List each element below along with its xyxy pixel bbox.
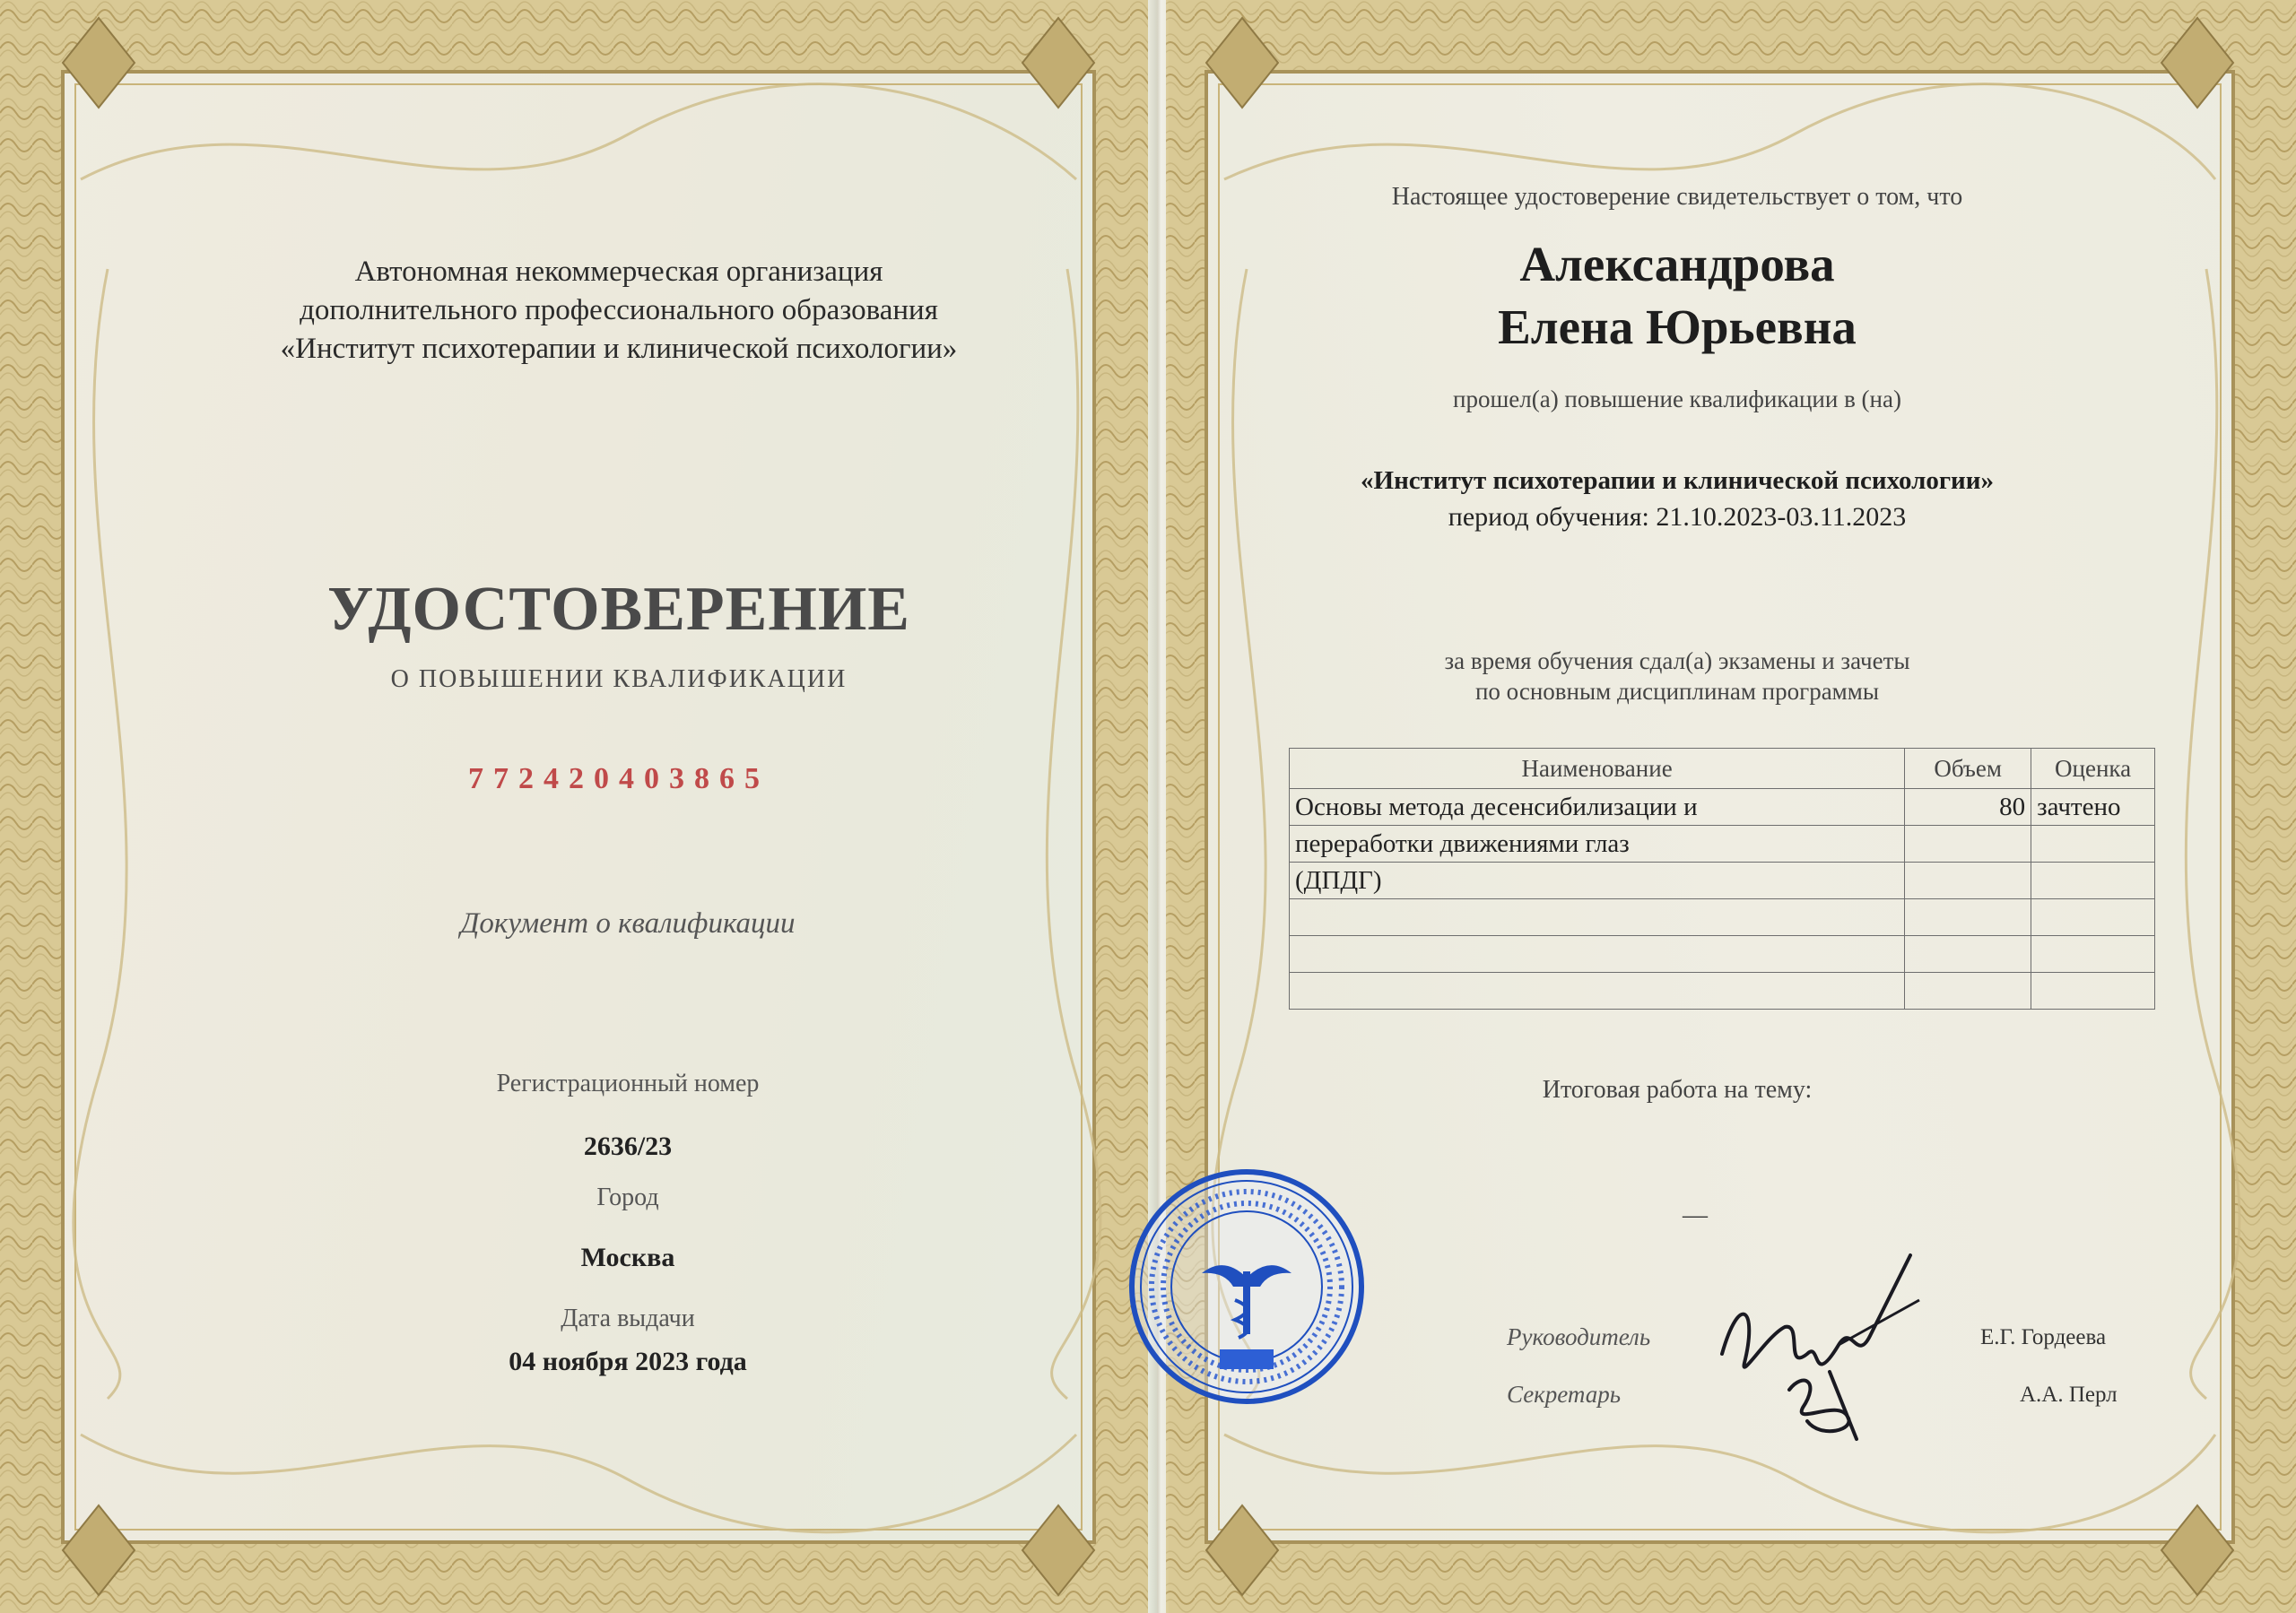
table-row	[1290, 863, 2155, 899]
organization-line: Автономная некоммерческая организация	[354, 256, 883, 288]
organization-name	[126, 253, 1112, 369]
exams-line: по основным дисциплинам программы	[1474, 678, 1879, 705]
qualification-label: Документ о квалификации	[460, 907, 796, 940]
header-volume: Объем	[1905, 749, 2031, 789]
header-name: Наименование	[1290, 749, 1905, 789]
official-stamp	[1126, 1166, 1368, 1408]
table-row	[1290, 899, 2155, 936]
study-period: период обучения: 21.10.2023-03.11.2023	[1448, 502, 1907, 532]
document-subtitle: О ПОВЫШЕНИИ КВАЛИФИКАЦИИ	[390, 665, 848, 693]
intro-text: Настоящее удостоверение свидетельствует о том, что	[1391, 183, 1963, 211]
header-grade: Оценка	[2031, 749, 2155, 789]
signature-role-director: Руководитель	[1507, 1323, 1651, 1350]
holder-surname: Александрова	[1519, 237, 1835, 291]
subject-line	[1290, 826, 1905, 863]
document-title: УДОСТОВЕРЕНИЕ	[327, 575, 910, 644]
issue-date-label: Дата выдачи	[561, 1305, 695, 1332]
holder-given-names: Елена Юрьевна	[1498, 299, 1857, 354]
subject-line	[1290, 863, 1905, 899]
holder-name	[1345, 233, 2009, 359]
city-label: Город	[596, 1184, 659, 1211]
volume-cell	[1905, 789, 2031, 826]
subject-line-text: переработки движениями глаз	[1295, 829, 1630, 858]
handwritten-signature	[1704, 1237, 1973, 1453]
signature-name-secretary: А.А. Перл	[2020, 1383, 2118, 1407]
organization-line: дополнительного профессионального образования	[300, 294, 938, 326]
table-row	[1290, 789, 2155, 826]
table-row	[1290, 826, 2155, 863]
passed-text: прошел(а) повышение квалификации в (на)	[1453, 386, 1901, 412]
table-row	[1290, 973, 2155, 1010]
institution-name: «Институт психотерапии и клинической психологии»	[1361, 466, 1994, 495]
exams-text	[1345, 646, 2009, 707]
signature-name-director: Е.Г. Гордеева	[1980, 1325, 2107, 1349]
city-value: Москва	[580, 1243, 675, 1272]
subject-line-text: Основы метода десенсибилизации и	[1295, 793, 1698, 821]
grade-value: зачтено	[2037, 793, 2121, 821]
volume-value: 80	[1999, 793, 2026, 821]
exams-line: за время обучения сдал(а) экзамены и зачеты	[1444, 647, 1910, 674]
issue-date: 04 ноября 2023 года	[509, 1347, 747, 1376]
organization-line: «Институт психотерапии и клинической психологии»	[280, 333, 958, 365]
grade-cell	[2031, 789, 2155, 826]
subject-line	[1290, 789, 1905, 826]
subjects-table	[1289, 748, 2155, 1010]
serial-number: 772420403865	[468, 762, 770, 795]
table-header-row	[1290, 749, 2155, 789]
subject-line-text: (ДПДГ)	[1295, 866, 1382, 895]
final-work-topic: —	[1683, 1201, 1708, 1229]
signature-role-secretary: Секретарь	[1507, 1381, 1622, 1408]
registration-number: 2636/23	[583, 1132, 673, 1161]
table-row	[1290, 936, 2155, 973]
final-work-label: Итоговая работа на тему:	[1542, 1076, 1813, 1104]
registration-label: Регистрационный номер	[496, 1070, 760, 1097]
